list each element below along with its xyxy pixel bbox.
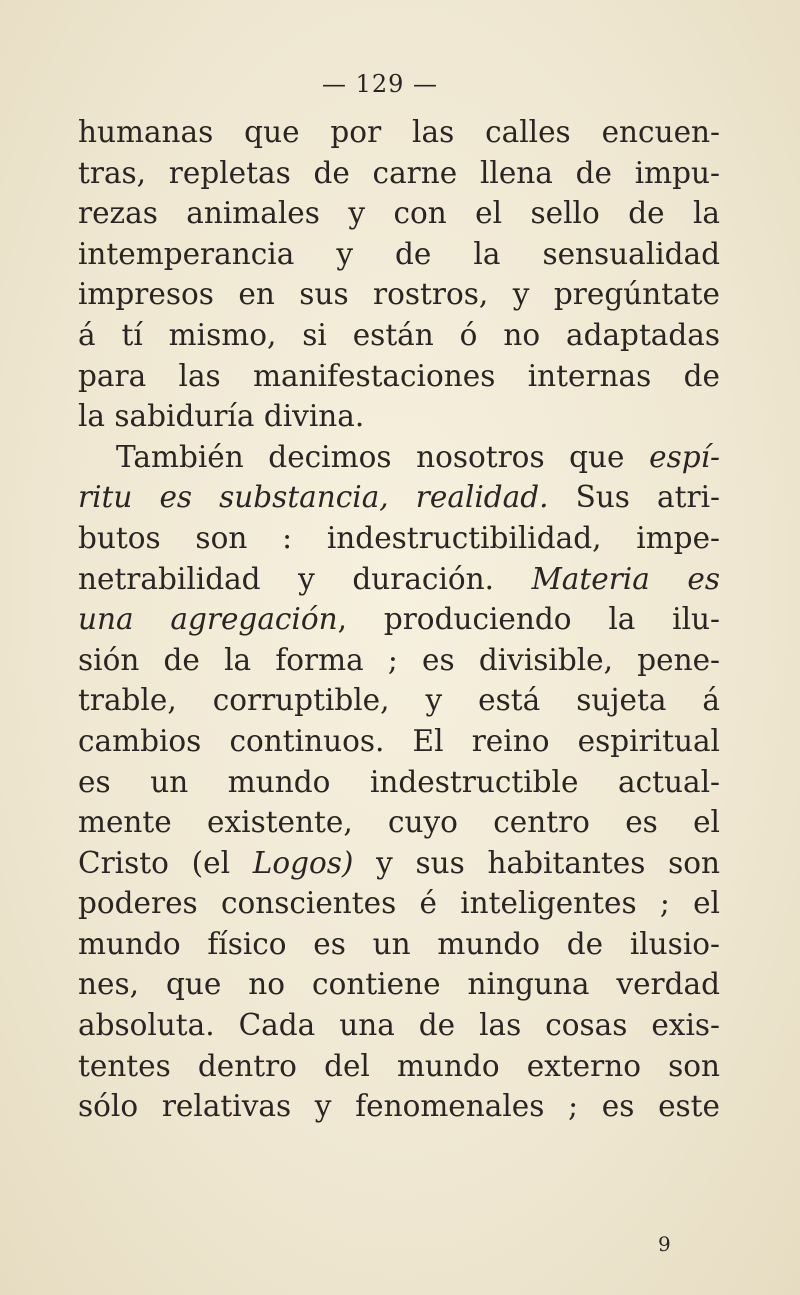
- body-text: [78, 112, 720, 1127]
- text-line: [78, 680, 720, 721]
- text-segment: á tí mismo, si están ó no adaptadas: [78, 317, 720, 352]
- italic-text: Materia es: [531, 561, 720, 596]
- text-segment: sólo relativas y fenomenales ; es este: [78, 1089, 720, 1124]
- text-segment: nes, que no contiene ninguna verdad: [78, 967, 720, 1002]
- text-line: [78, 437, 720, 478]
- text-segment: poderes conscientes é inteligentes ; el: [78, 886, 720, 921]
- text-line: [78, 1086, 720, 1127]
- text-segment: cambios continuos. El reino espiritual: [78, 723, 720, 758]
- text-segment: butos son : indestructibilidad, impe-: [78, 520, 720, 555]
- text-line: [78, 112, 720, 153]
- text-segment: sión de la forma ; es divisible, pene-: [78, 642, 720, 677]
- text-line: [78, 802, 720, 843]
- text-segment: y sus habitantes son: [353, 845, 720, 880]
- text-line: [78, 234, 720, 275]
- text-segment: humanas que por las calles encuen-: [78, 115, 720, 149]
- text-line: [78, 396, 720, 437]
- text-segment: impresos en sus rostros, y pregúntate: [78, 277, 720, 312]
- text-segment: Sus atri-: [548, 480, 720, 515]
- text-line: [78, 599, 720, 640]
- text-line: [78, 153, 720, 194]
- italic-text: espí-: [649, 439, 720, 474]
- page-number: — 129 —: [321, 70, 439, 98]
- text-line: [78, 518, 720, 559]
- text-segment: mundo físico es un mundo de ilusio-: [78, 926, 720, 961]
- text-line: [78, 1046, 720, 1087]
- text-segment: Cristo (el: [78, 845, 253, 880]
- text-line: [78, 1005, 720, 1046]
- text-segment: rezas animales y con el sello de la: [78, 196, 720, 231]
- text-segment: También decimos nosotros que: [116, 439, 650, 474]
- text-segment: netrabilidad y duración.: [78, 561, 532, 596]
- text-line: [78, 762, 720, 803]
- text-segment: trable, corruptible, y está sujeta á: [78, 683, 720, 718]
- text-line: [78, 559, 720, 600]
- text-line: [78, 193, 720, 234]
- italic-text: una agregación: [78, 602, 338, 637]
- text-segment: para las manifestaciones internas de: [78, 358, 720, 393]
- text-line: [78, 640, 720, 681]
- text-segment: tras, repletas de carne llena de impu-: [78, 155, 720, 190]
- text-segment: mente existente, cuyo centro es el: [78, 805, 720, 840]
- text-line: [78, 964, 720, 1005]
- text-line: [78, 721, 720, 762]
- text-line: [78, 883, 720, 924]
- text-segment: , produciendo la ilu-: [337, 602, 720, 637]
- text-line: [78, 274, 720, 315]
- text-segment: tentes dentro del mundo externo son: [78, 1048, 720, 1083]
- text-segment: intemperancia y de la sensualidad: [78, 236, 720, 271]
- text-line: [78, 477, 720, 518]
- signature-mark: 9: [658, 1232, 671, 1256]
- italic-text: ritu es substancia, realidad.: [78, 480, 549, 515]
- text-line: [78, 924, 720, 965]
- italic-text: Logos): [252, 845, 354, 880]
- text-segment: es un mundo indestructible actual-: [78, 764, 720, 799]
- text-segment: absoluta. Cada una de las cosas exis-: [78, 1008, 720, 1043]
- text-segment: la sabiduría divina.: [78, 399, 365, 434]
- text-line: [78, 315, 720, 356]
- text-line: [78, 843, 720, 884]
- text-line: [78, 356, 720, 397]
